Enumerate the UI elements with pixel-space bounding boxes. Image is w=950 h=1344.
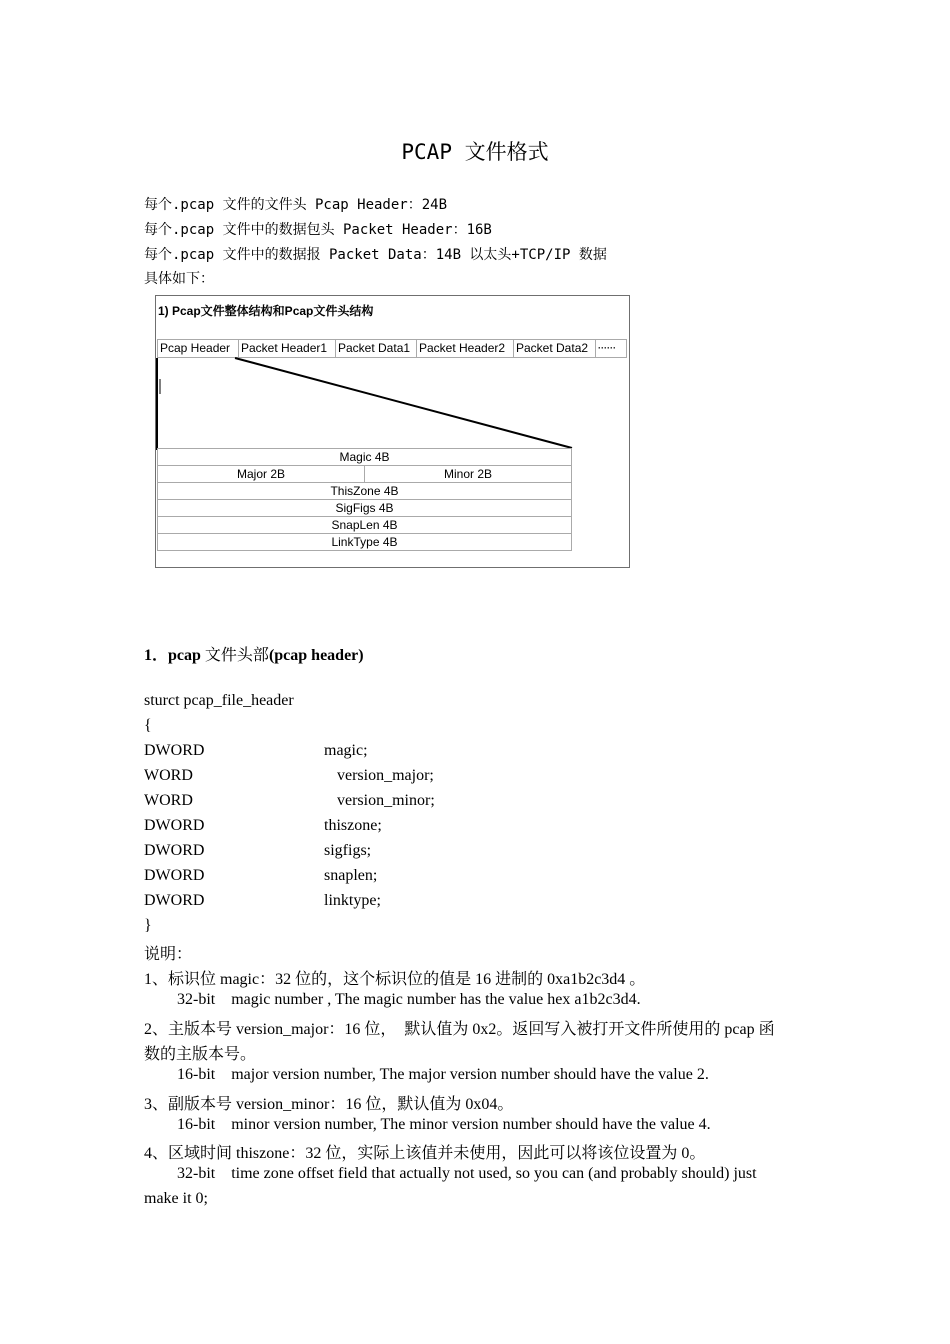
segment-pcap-header: Pcap Header	[158, 340, 239, 357]
field-sigfigs: SigFigs 4B	[158, 500, 572, 517]
segment-packet-data1: Packet Data1	[336, 340, 417, 357]
note-3-english: 16-bit minor version number, The minor version number should have the value 4.	[177, 1116, 711, 1133]
field-type: DWORD	[144, 867, 205, 884]
field-type: DWORD	[144, 892, 205, 909]
segment-packet-header2: Packet Header2	[417, 340, 514, 357]
field-type: DWORD	[144, 742, 205, 759]
field-type: DWORD	[144, 817, 205, 834]
note-4-english-line-2: make it 0;	[144, 1190, 208, 1207]
field-type: WORD	[144, 767, 193, 784]
note-4-english-line-1: 32-bit time zone offset field that actually not used, so you can (and probably should) just	[177, 1165, 757, 1182]
close-brace: }	[144, 917, 152, 934]
field-type: WORD	[144, 792, 193, 809]
note-2-english: 16-bit major version number, The major version number should have the value 2.	[177, 1066, 709, 1083]
note-1-english: 32-bit magic number , The magic number has the value hex a1b2c3d4.	[177, 991, 641, 1008]
segment-packet-header1: Packet Header1	[239, 340, 336, 357]
pcap-header-table	[157, 448, 572, 551]
field-magic: Magic 4B	[158, 449, 572, 466]
intro-line-1: 每个.pcap 文件的文件头 Pcap Header：24B	[144, 197, 448, 213]
pcap-structure-figure	[155, 295, 630, 568]
segment-ellipsis: ······	[598, 343, 616, 353]
document-title: PCAP 文件格式	[401, 140, 549, 164]
segment-packet-data2: Packet Data2	[514, 340, 596, 357]
intro-line-2: 每个.pcap 文件中的数据包头 Packet Header：16B	[144, 222, 492, 238]
section-1-heading	[144, 642, 364, 665]
note-4: 4、区域时间 thiszone：32 位，实际上该值并未使用，因此可以将该位设置为 0。	[144, 1145, 706, 1162]
field-name: version_major;	[337, 767, 434, 784]
intro-line-4: 具体如下：	[144, 271, 214, 287]
field-thiszone: ThisZone 4B	[158, 483, 572, 500]
field-linktype: LinkType 4B	[158, 534, 572, 551]
note-1: 1、标识位 magic：32 位的，这个标识位的值是 16 进制的 0xa1b2c3d4 。	[144, 971, 646, 988]
note-2-line-1: 2、主版本号 version_major：16 位， 默认值为 0x2。返回写入被打开文件所使用的 pcap 函	[144, 1021, 775, 1038]
field-snaplen: SnapLen 4B	[158, 517, 572, 534]
notes-label: 说明：	[144, 946, 193, 963]
field-name: thiszone;	[324, 817, 382, 834]
open-brace: {	[144, 717, 152, 734]
diagonal-expansion-line	[235, 358, 572, 448]
field-minor: Minor 2B	[365, 466, 572, 483]
note-2-line-2: 数的主版本号。	[144, 1046, 257, 1063]
struct-declaration: sturct pcap_file_header	[144, 692, 294, 709]
intro-line-3: 每个.pcap 文件中的数据报 Packet Data：14B 以太头+TCP/IP 数据	[144, 247, 607, 263]
field-name: linktype;	[324, 892, 381, 909]
note-3: 3、副版本号 version_minor：16 位，默认值为 0x04。	[144, 1096, 514, 1113]
field-name: magic;	[324, 742, 368, 759]
section-heading-en: (pcap header)	[268, 647, 364, 664]
section-number: 1．	[144, 647, 169, 664]
section-heading-cn: 文件头部	[200, 647, 269, 664]
field-major: Major 2B	[158, 466, 365, 483]
field-name: sigfigs;	[324, 842, 372, 859]
figure-title: 1) Pcap文件整体结构和Pcap文件头结构	[158, 304, 374, 318]
field-name: snaplen;	[324, 867, 378, 884]
section-heading-pcap: pcap	[168, 647, 201, 664]
field-type: DWORD	[144, 842, 205, 859]
field-name: version_minor;	[337, 792, 435, 809]
